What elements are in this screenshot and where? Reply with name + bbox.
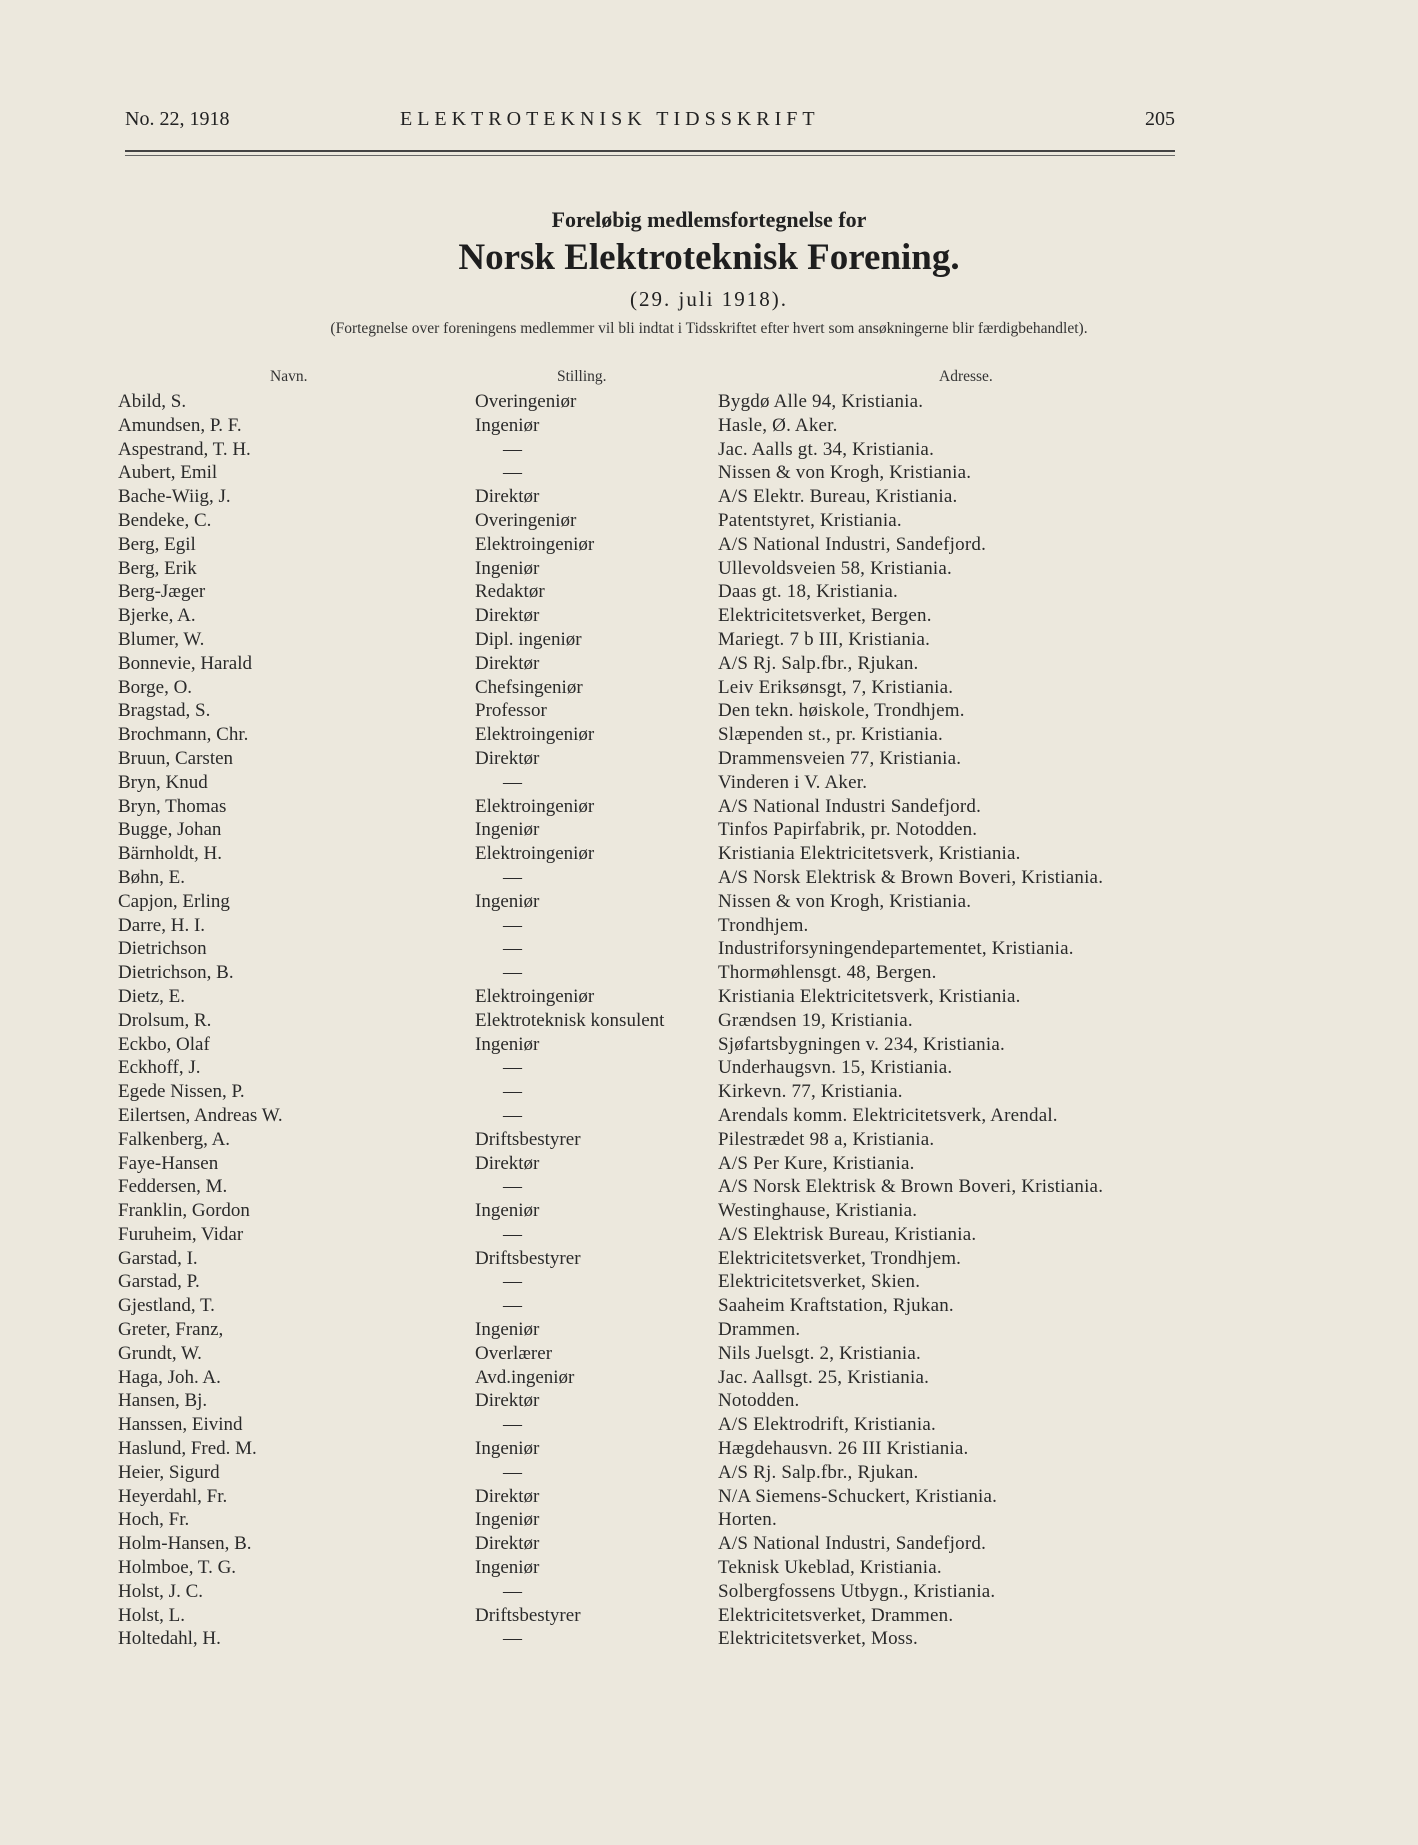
member-name: Garstad, I.	[118, 1247, 198, 1269]
member-position: Ingeniør	[475, 1033, 540, 1055]
member-name: Aubert, Emil	[118, 462, 218, 484]
member-address: Nils Juelsgt. 2, Kristiania.	[718, 1342, 921, 1364]
table-row	[0, 1580, 1418, 1604]
member-position: —	[503, 1081, 522, 1103]
member-name: Hansen, Bj.	[118, 1390, 208, 1412]
table-row	[0, 1175, 1418, 1199]
member-position: —	[503, 938, 522, 960]
journal-title: ELEKTROTEKNISK TIDSSKRIFT	[400, 108, 820, 130]
table-row	[0, 533, 1418, 557]
member-address: Trondhjem.	[718, 914, 809, 936]
member-address: Ullevoldsveien 58, Kristiania.	[718, 557, 952, 579]
member-name: Eilertsen, Andreas W.	[118, 1104, 283, 1126]
member-address: Thormøhlensgt. 48, Bergen.	[718, 962, 937, 984]
member-position: —	[503, 1628, 522, 1650]
member-name: Bache-Wiig, J.	[118, 486, 231, 508]
member-address: Bygdø Alle 94, Kristiania.	[718, 391, 924, 412]
table-row	[0, 1056, 1418, 1080]
member-name: Borge, O.	[118, 676, 193, 698]
table-row	[0, 1033, 1418, 1057]
member-name: Eckbo, Olaf	[118, 1033, 210, 1055]
table-row	[0, 866, 1418, 890]
member-name: Bragstad, S.	[118, 700, 211, 722]
member-name: Brochmann, Chr.	[118, 724, 249, 746]
member-address: A/S Elektrisk Bureau, Kristiania.	[718, 1223, 977, 1245]
column-header-name: Navn.	[270, 368, 308, 385]
table-row	[0, 1461, 1418, 1485]
member-address: A/S National Industri, Sandefjord.	[718, 533, 987, 555]
table-row	[0, 1413, 1418, 1437]
member-position: Dipl. ingeniør	[475, 628, 582, 650]
member-position: Ingeniør	[475, 1438, 540, 1460]
member-name: Dietrichson	[118, 938, 207, 960]
member-position: Avd.ingeniør	[475, 1366, 575, 1388]
member-name: Furuheim, Vidar	[118, 1223, 244, 1245]
table-row	[0, 1199, 1418, 1223]
table-row	[0, 390, 1418, 414]
member-address: Mariegt. 7 b III, Kristiania.	[718, 628, 931, 650]
member-address: A/S Per Kure, Kristiania.	[718, 1152, 915, 1174]
member-address: Industriforsyningendepartementet, Kristiania.	[718, 938, 1074, 960]
member-position: —	[503, 771, 522, 793]
member-position: Direktør	[475, 486, 540, 508]
member-name: Holst, J. C.	[118, 1580, 203, 1602]
table-row	[0, 438, 1418, 462]
header-rule	[125, 150, 1175, 152]
member-name: Egede Nissen, P.	[118, 1081, 245, 1103]
member-name: Amundsen, P. F.	[118, 414, 242, 436]
table-row	[0, 1104, 1418, 1128]
table-row	[0, 699, 1418, 723]
member-name: Feddersen, M.	[118, 1176, 228, 1198]
table-row	[0, 1342, 1418, 1366]
member-name: Haga, Joh. A.	[118, 1366, 221, 1388]
member-name: Eckhoff, J.	[118, 1057, 201, 1079]
member-position: —	[503, 1057, 522, 1079]
member-address: Solbergfossens Utbygn., Kristiania.	[718, 1580, 996, 1602]
member-name: Faye-Hansen	[118, 1152, 219, 1174]
table-row	[0, 1389, 1418, 1413]
member-position: Direktør	[475, 1533, 540, 1555]
member-list	[0, 390, 1418, 1651]
member-address: Jac. Aalls gt. 34, Kristiania.	[718, 438, 935, 460]
member-position: —	[503, 866, 522, 888]
member-address: Nissen & von Krogh, Kristiania.	[718, 890, 972, 912]
member-name: Holm-Hansen, B.	[118, 1533, 252, 1555]
member-name: Hoch, Fr.	[118, 1509, 190, 1531]
member-address: Drammensveien 77, Kristiania.	[718, 747, 962, 769]
table-row	[0, 914, 1418, 938]
member-address: Tinfos Papirfabrik, pr. Notodden.	[718, 819, 978, 841]
running-head	[125, 108, 1175, 138]
member-position: Ingeniør	[475, 819, 540, 841]
member-address: Notodden.	[718, 1390, 800, 1412]
member-position: Ingeniør	[475, 890, 540, 912]
member-address: A/S Norsk Elektrisk & Brown Boveri, Kristiania.	[718, 866, 1104, 888]
table-row	[0, 723, 1418, 747]
table-row	[0, 1627, 1418, 1651]
member-address: Horten.	[718, 1509, 777, 1531]
member-address: A/S Elektr. Bureau, Kristiania.	[718, 486, 958, 508]
table-row	[0, 1223, 1418, 1247]
member-address: Elektricitetsverket, Trondhjem.	[718, 1247, 962, 1269]
member-position: —	[503, 438, 522, 460]
table-row	[0, 580, 1418, 604]
member-position: Redaktør	[475, 581, 545, 603]
member-position: —	[503, 1104, 522, 1126]
member-address: Grændsen 19, Kristiania.	[718, 1009, 913, 1031]
member-position: Ingeniør	[475, 414, 540, 436]
member-position: —	[503, 1461, 522, 1483]
member-name: Abild, S.	[118, 391, 187, 412]
table-row	[0, 1485, 1418, 1509]
member-address: A/S Norsk Elektrisk & Brown Boveri, Kristiania.	[718, 1176, 1104, 1198]
member-position: —	[503, 462, 522, 484]
member-name: Berg, Erik	[118, 557, 197, 579]
member-name: Blumer, W.	[118, 628, 205, 650]
member-position: Overingeniør	[475, 391, 577, 412]
member-address: Arendals komm. Elektricitetsverk, Arendal.	[718, 1104, 1058, 1126]
member-name: Heier, Sigurd	[118, 1461, 220, 1483]
member-name: Holtedahl, H.	[118, 1628, 221, 1650]
member-position: Ingeniør	[475, 1557, 540, 1579]
member-position: —	[503, 1223, 522, 1245]
member-name: Berg-Jæger	[118, 581, 206, 603]
member-address: A/S National Industri, Sandefjord.	[718, 1533, 987, 1555]
member-name: Bruun, Carsten	[118, 747, 234, 769]
member-position: Ingeniør	[475, 1319, 540, 1341]
table-row	[0, 771, 1418, 795]
member-address: Hægdehausvn. 26 III Kristiania.	[718, 1438, 969, 1460]
member-address: Teknisk Ukeblad, Kristiania.	[718, 1557, 942, 1579]
member-address: Vinderen i V. Aker.	[718, 771, 868, 793]
member-position: Elektroingeniør	[475, 795, 595, 817]
member-position: Driftsbestyrer	[475, 1604, 581, 1626]
member-name: Heyerdahl, Fr.	[118, 1485, 228, 1507]
title-kicker: Foreløbig medlemsfortegnelse for	[551, 207, 867, 232]
member-position: Elektroingeniør	[475, 843, 595, 865]
member-address: Elektricitetsverket, Moss.	[718, 1628, 918, 1650]
member-position: Direktør	[475, 605, 540, 627]
member-position: —	[503, 1271, 522, 1293]
table-row	[0, 1009, 1418, 1033]
member-address: Daas gt. 18, Kristiania.	[718, 581, 898, 603]
table-row	[0, 628, 1418, 652]
table-row	[0, 604, 1418, 628]
member-address: Kristiania Elektricitetsverk, Kristiania.	[718, 843, 1021, 865]
table-row	[0, 1366, 1418, 1390]
member-position: Chefsingeniør	[475, 676, 583, 698]
column-header-address: Adresse.	[939, 368, 993, 385]
member-address: Saaheim Kraftstation, Rjukan.	[718, 1295, 954, 1317]
member-address: Elektricitetsverket, Bergen.	[718, 605, 932, 627]
member-address: Patentstyret, Kristiania.	[718, 509, 902, 531]
member-address: Jac. Aallsgt. 25, Kristiania.	[718, 1366, 930, 1388]
member-name: Berg, Egil	[118, 533, 196, 555]
table-row	[0, 461, 1418, 485]
member-position: Overingeniør	[475, 509, 577, 531]
page-number: 205	[1145, 108, 1175, 130]
member-position: Professor	[475, 700, 547, 722]
member-name: Dietz, E.	[118, 985, 186, 1007]
table-row	[0, 1318, 1418, 1342]
member-name: Bjerke, A.	[118, 605, 196, 627]
member-address: Slæpenden st., pr. Kristiania.	[718, 724, 944, 746]
member-address: Drammen.	[718, 1319, 801, 1341]
member-position: Direktør	[475, 1390, 540, 1412]
title-date: (29. juli 1918).	[630, 287, 788, 311]
member-position: Elektroteknisk konsulent	[475, 1009, 665, 1031]
table-row	[0, 1080, 1418, 1104]
member-address: Nissen & von Krogh, Kristiania.	[718, 462, 972, 484]
member-position: Direktør	[475, 652, 540, 674]
column-header-position: Stilling.	[557, 368, 607, 385]
member-address: Elektricitetsverket, Skien.	[718, 1271, 921, 1293]
member-position: —	[503, 1295, 522, 1317]
member-name: Bugge, Johan	[118, 819, 222, 841]
member-name: Dietrichson, B.	[118, 962, 234, 984]
table-row	[0, 747, 1418, 771]
table-row	[0, 890, 1418, 914]
member-address: A/S Elektrodrift, Kristiania.	[718, 1414, 936, 1436]
member-position: Overlærer	[475, 1342, 553, 1364]
table-row	[0, 1532, 1418, 1556]
member-address: Sjøfartsbygningen v. 234, Kristiania.	[718, 1033, 1005, 1055]
member-address: A/S Rj. Salp.fbr., Rjukan.	[718, 652, 919, 674]
member-address: Den tekn. høiskole, Trondhjem.	[718, 700, 965, 722]
member-position: Elektroingeniør	[475, 724, 595, 746]
member-address: Hasle, Ø. Aker.	[718, 414, 838, 436]
member-position: Driftsbestyrer	[475, 1247, 581, 1269]
member-address: Elektricitetsverket, Drammen.	[718, 1604, 954, 1626]
member-position: —	[503, 962, 522, 984]
table-row	[0, 1270, 1418, 1294]
table-row	[0, 652, 1418, 676]
member-position: Direktør	[475, 1485, 540, 1507]
member-position: Elektroingeniør	[475, 985, 595, 1007]
member-address: Kirkevn. 77, Kristiania.	[718, 1081, 903, 1103]
member-name: Aspestrand, T. H.	[118, 438, 251, 460]
member-address: Leiv Eriksønsgt, 7, Kristiania.	[718, 676, 954, 698]
table-row	[0, 557, 1418, 581]
table-row	[0, 842, 1418, 866]
member-position: Elektroingeniør	[475, 533, 595, 555]
member-address: A/S Rj. Salp.fbr., Rjukan.	[718, 1461, 919, 1483]
member-name: Bryn, Thomas	[118, 795, 227, 817]
member-address: N/A Siemens-Schuckert, Kristiania.	[718, 1485, 998, 1507]
member-name: Hanssen, Eivind	[118, 1414, 243, 1436]
member-name: Grundt, W.	[118, 1342, 202, 1364]
member-position: —	[503, 1176, 522, 1198]
member-name: Darre, H. I.	[118, 914, 206, 936]
member-position: —	[503, 914, 522, 936]
table-row	[0, 1437, 1418, 1461]
member-address: Underhaugsvn. 15, Kristiania.	[718, 1057, 953, 1079]
table-row	[0, 1604, 1418, 1628]
table-row	[0, 414, 1418, 438]
member-name: Garstad, P.	[118, 1271, 200, 1293]
table-row	[0, 1247, 1418, 1271]
header-rule-thin	[125, 155, 1175, 156]
member-position: —	[503, 1580, 522, 1602]
member-name: Holst, L.	[118, 1604, 186, 1626]
table-row	[0, 1556, 1418, 1580]
page-title: Norsk Elektroteknisk Forening.	[458, 237, 960, 278]
table-row	[0, 1508, 1418, 1532]
member-name: Haslund, Fred. M.	[118, 1438, 257, 1460]
table-row	[0, 1128, 1418, 1152]
member-name: Gjestland, T.	[118, 1295, 215, 1317]
table-row	[0, 676, 1418, 700]
member-position: Ingeniør	[475, 557, 540, 579]
table-row	[0, 1294, 1418, 1318]
table-row	[0, 961, 1418, 985]
member-name: Greter, Franz,	[118, 1319, 224, 1341]
member-name: Falkenberg, A.	[118, 1128, 231, 1150]
member-name: Bøhn, E.	[118, 866, 186, 888]
table-row	[0, 1152, 1418, 1176]
table-row	[0, 485, 1418, 509]
member-name: Franklin, Gordon	[118, 1200, 250, 1222]
member-address: Kristiania Elektricitetsverk, Kristiania.	[718, 985, 1021, 1007]
member-name: Holmboe, T. G.	[118, 1557, 237, 1579]
table-row	[0, 795, 1418, 819]
table-row	[0, 985, 1418, 1009]
member-position: Driftsbestyrer	[475, 1128, 581, 1150]
member-address: Westinghause, Kristiania.	[718, 1200, 918, 1222]
member-name: Bonnevie, Harald	[118, 652, 253, 674]
member-name: Bendeke, C.	[118, 509, 212, 531]
table-row	[0, 818, 1418, 842]
member-position: Direktør	[475, 747, 540, 769]
issue-number: No. 22, 1918	[125, 108, 230, 130]
table-row	[0, 509, 1418, 533]
title-note: (Fortegnelse over foreningens medlemmer vil bli indtat i Tidsskriftet efter hvert som ansøkningerne blir færdigbehandlet).	[330, 320, 1088, 337]
member-name: Drolsum, R.	[118, 1009, 212, 1031]
member-address: Pilestrædet 98 a, Kristiania.	[718, 1128, 935, 1150]
member-position: Direktør	[475, 1152, 540, 1174]
member-address: A/S National Industri Sandefjord.	[718, 795, 982, 817]
member-name: Bärnholdt, H.	[118, 843, 222, 865]
member-position: Ingeniør	[475, 1200, 540, 1222]
member-position: —	[503, 1414, 522, 1436]
member-position: Ingeniør	[475, 1509, 540, 1531]
member-name: Bryn, Knud	[118, 771, 208, 793]
member-name: Capjon, Erling	[118, 890, 230, 912]
table-row	[0, 937, 1418, 961]
